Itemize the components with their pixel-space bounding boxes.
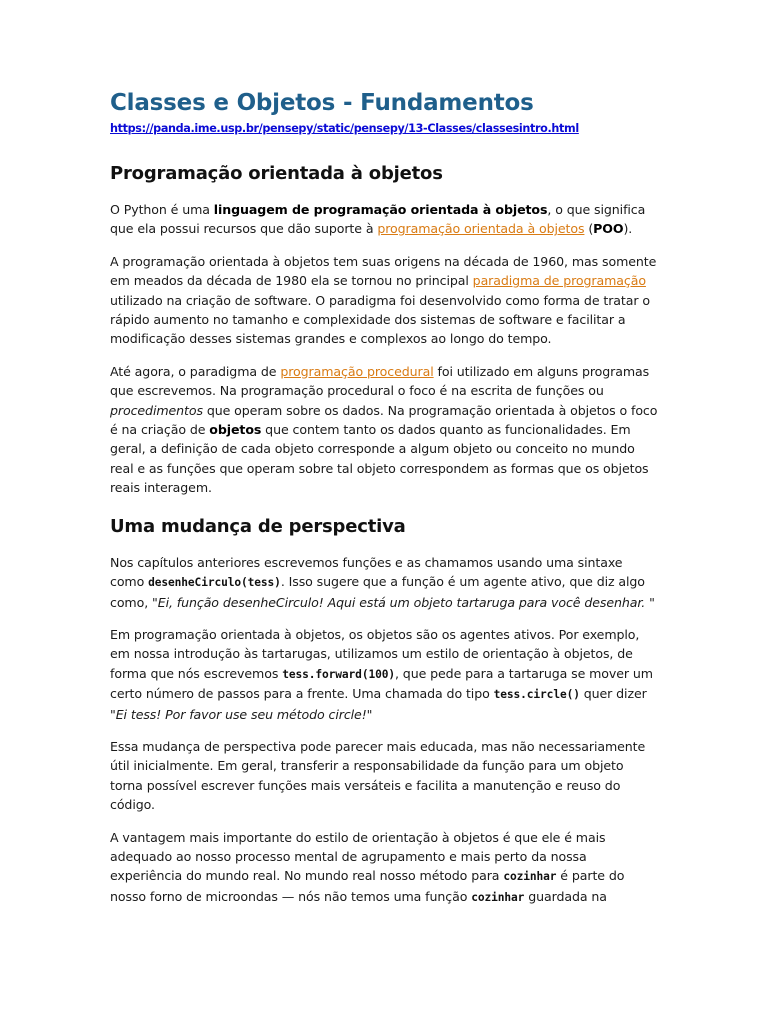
text-span: A vantagem mais importante do estilo de orientação à objetos é que ele é mais adequado ao nosso processo mental de agrupamento e mais perto da nossa experiência do mundo real. No mundo real nosso método para: [110, 829, 606, 884]
text-span: . Isso sugere que a função é um agente ativo, que diz algo como,: [110, 574, 645, 610]
bold-term: linguagem de programação orientada à objetos: [213, 202, 548, 217]
paragraph-procedural: [110, 362, 658, 498]
page-title: Classes e Objetos - Fundamentos: [110, 90, 534, 116]
link-paradigma[interactable]: paradigma de programação: [472, 273, 646, 289]
text-span: quer dizer: [579, 686, 647, 702]
link-programacao-procedural[interactable]: programação procedural: [280, 363, 434, 379]
text-span: que operam sobre os dados. Na programação orientada à objetos o foco é na criação de: [110, 402, 658, 438]
section-heading-poo: Programação orientada à objetos: [110, 163, 443, 184]
paragraph-history: [110, 252, 658, 349]
paragraph-perspective-change: [110, 737, 658, 815]
text-span: é parte do nosso forno de microondas — nós não temos uma função: [110, 868, 625, 904]
italic-quote: "Ei, função desenheCirculo! Aqui está um objeto tartaruga para você desenhar. ": [152, 594, 655, 610]
bold-term: objetos: [209, 422, 262, 438]
code-snippet: tess.forward(100): [282, 667, 395, 681]
paragraph-advantage: [110, 828, 658, 908]
text-span: O Python é uma: [110, 202, 214, 217]
section-heading-perspectiva: Uma mudança de perspectiva: [110, 515, 406, 537]
text-span: ).: [623, 221, 633, 237]
text-span: , que pede para a tartaruga se mover um certo número de passos para a frente. Uma chamada do tipo: [110, 665, 653, 702]
text-span: (: [584, 221, 594, 237]
text-span: que contem tanto os dados quanto as funcionalidades. Em geral, a definição de cada objeto corresponde a algum objeto ou conceito no mundo real e as funções que operam sobre tal objeto correspondem as formas que os objetos reais interagem.: [110, 422, 649, 496]
italic-term: procedimentos: [110, 402, 203, 418]
text-span: guardada na: [524, 888, 607, 904]
text-span: utilizado na criação de software. O paradigma foi desenvolvido como forma de tratar o rápido aumento no tamanho e complexidade dos sistemas de software e facilitar a modificação desses sistemas grandes e complexos ao longo do tempo.: [110, 292, 650, 347]
paragraph-functions: [110, 553, 658, 612]
code-snippet: cozinhar: [503, 870, 557, 884]
code-snippet: desenheCirculo(tess): [148, 576, 281, 590]
italic-quote: "Ei tess! Por favor use seu método circle!": [110, 706, 373, 722]
paragraph-objects-active: [110, 625, 658, 724]
document-page: [110, 86, 658, 920]
text-span: Nos capítulos anteriores escrevemos funções e as chamamos usando uma sintaxe como: [110, 554, 623, 590]
text-span: , o que significa que ela possui recursos que dão suporte à: [110, 202, 646, 237]
code-snippet: cozinhar: [471, 890, 525, 904]
bold-term: POO: [593, 221, 624, 237]
text-span: foi utilizado em alguns programas que escrevemos. Na programação procedural o foco é na escrita de funções ou: [110, 363, 650, 399]
text-span: A programação orientada à objetos tem suas origens na década de 1960, mas somente em meados da década de 1980 ela se tornou no principal: [110, 253, 657, 289]
text-span: Em programação orientada à objetos, os objetos são os agentes ativos. Por exemplo, em nossa introdução às tartarugas, utilizamos um estilo de orientação à objetos, de forma que nós escrevemos: [110, 626, 640, 681]
link-poo[interactable]: programação orientada à objetos: [377, 221, 585, 237]
code-snippet: tess.circle(): [493, 688, 580, 702]
text-span: Até agora, o paradigma de: [110, 363, 281, 379]
text-span: Essa mudança de perspectiva pode parecer mais educada, mas não necessariamente útil inicialmente. Em geral, transferir a responsabilidade da função para um objeto torna possível escrever funções mais versáteis e facilita a manutenção e reuso do código.: [110, 738, 646, 813]
paragraph-intro: [110, 200, 658, 239]
source-url-link[interactable]: https://panda.ime.usp.br/pensepy/static/pensepy/13-Classes/classesintro.html: [110, 122, 579, 135]
